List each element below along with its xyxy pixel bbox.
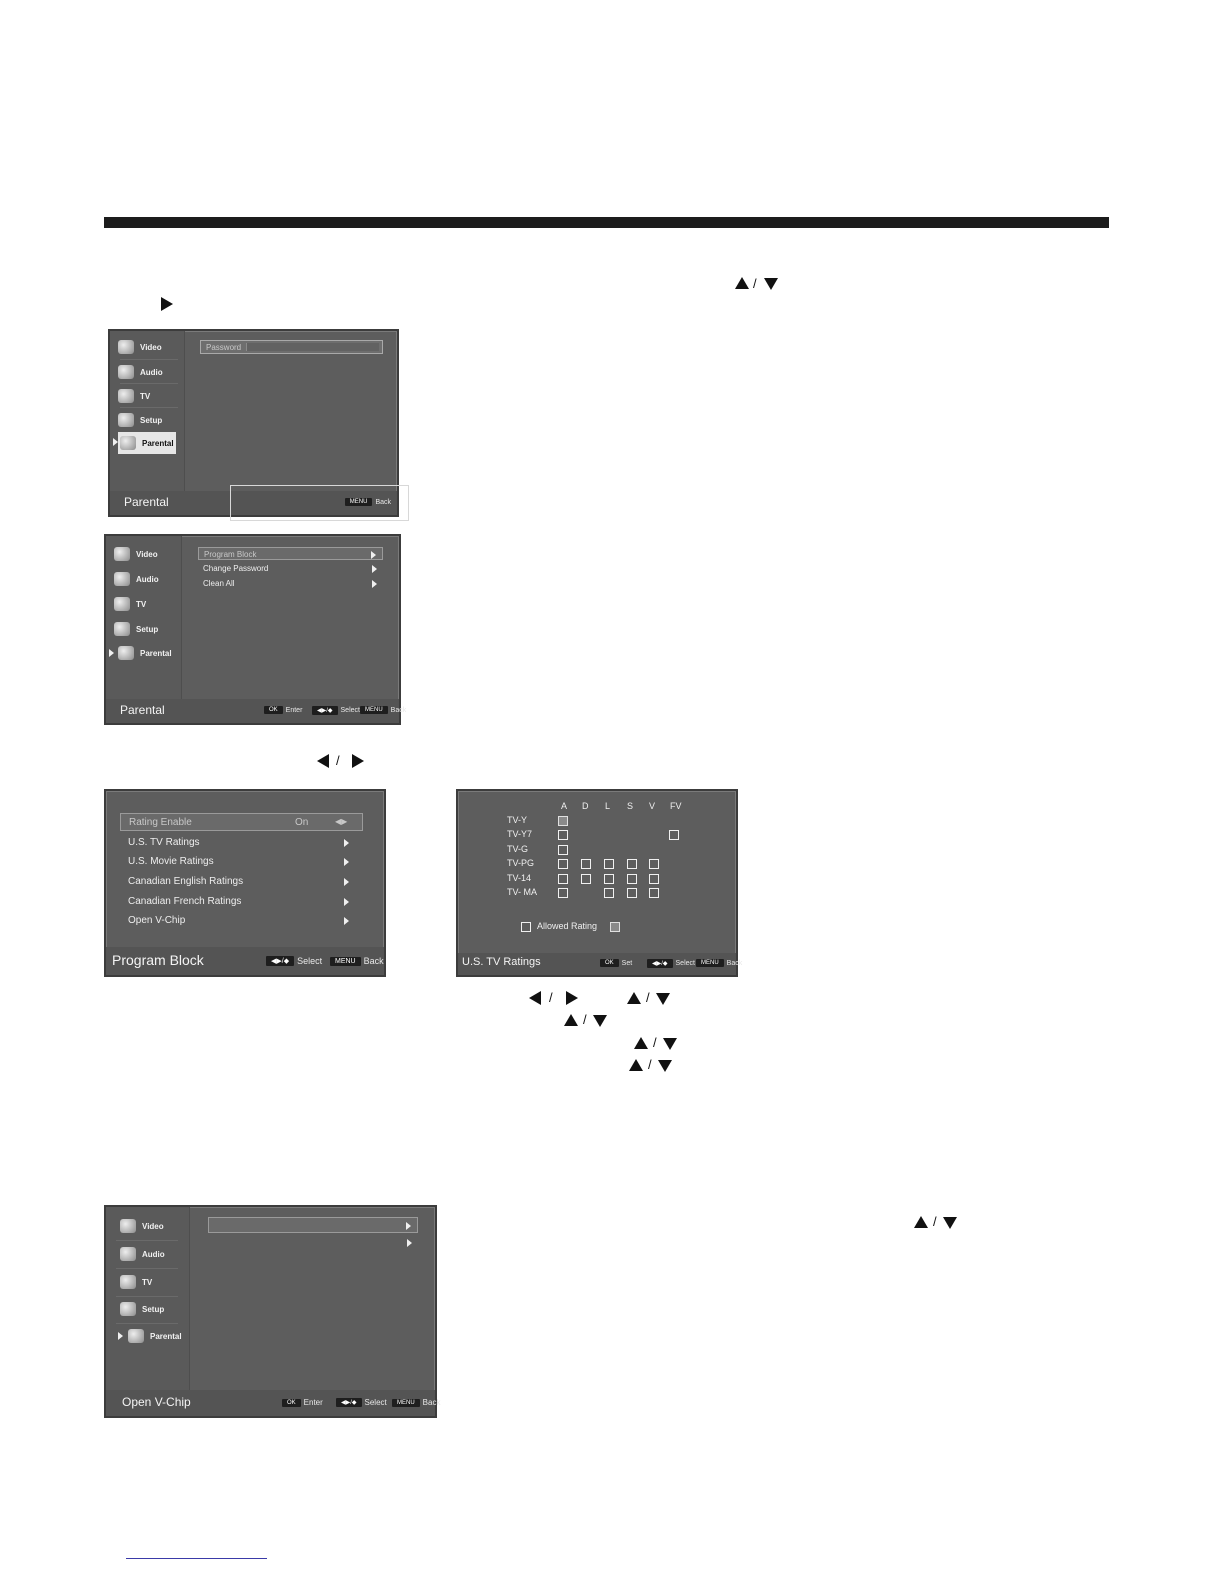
column-header-a: A [561, 801, 568, 811]
select-hint [312, 706, 360, 715]
rating-checkbox[interactable] [649, 888, 659, 898]
menu-item-canadian-french-ratings[interactable] [120, 893, 363, 911]
chevron-right-icon [344, 898, 349, 906]
left-arrow-glyph [529, 991, 541, 1005]
chevron-right-icon [344, 878, 349, 886]
menu-item-label: Open V-Chip [128, 915, 186, 926]
back-hint [696, 959, 742, 967]
side-menu-audio[interactable] [114, 568, 159, 590]
up-arrow-glyph [634, 1037, 648, 1049]
down-arrow-glyph [663, 1038, 677, 1050]
rating-checkbox[interactable] [627, 888, 637, 898]
footer-title: Parental [120, 703, 165, 717]
menu-key: MENU [330, 957, 361, 966]
hint-label: Select [675, 960, 695, 967]
menu-item-label: U.S. TV Ratings [128, 837, 200, 848]
password-field[interactable] [200, 340, 383, 354]
divider [116, 1323, 178, 1324]
row-label-tv-14: TV-14 [507, 873, 532, 883]
side-menu-tv[interactable] [114, 593, 146, 615]
menu-item-program-block[interactable] [198, 547, 383, 560]
column-header-s: S [627, 801, 634, 811]
side-menu-audio[interactable] [118, 361, 163, 383]
audio-icon [118, 365, 134, 379]
right-arrow-glyph [352, 754, 364, 768]
parental-icon [118, 646, 134, 660]
rating-checkbox[interactable] [604, 888, 614, 898]
side-menu-parental[interactable] [118, 432, 176, 454]
row-label-tv-pg: TV-PG [507, 858, 535, 868]
rating-checkbox[interactable] [669, 830, 679, 840]
menu-item-label: U.S. Movie Ratings [128, 856, 214, 867]
menu-item-open-v-chip[interactable] [120, 912, 363, 930]
slash-glyph: / [646, 990, 650, 1005]
slash-glyph: / [549, 990, 553, 1005]
enter-hint [264, 706, 302, 714]
side-menu-parental[interactable] [118, 642, 172, 664]
footer-bar [106, 1390, 441, 1416]
rating-checkbox[interactable] [627, 859, 637, 869]
hint-label: Set [621, 959, 633, 967]
side-menu-label: TV [136, 599, 147, 609]
rating-enable-label: Rating Enable [129, 817, 192, 828]
divider [120, 407, 178, 408]
side-menu-label: TV [142, 1277, 153, 1287]
hint-label: Back [363, 956, 384, 966]
side-menu-label: Audio [142, 1249, 165, 1259]
slash-glyph: / [933, 1214, 937, 1229]
side-menu [106, 536, 182, 699]
menu-item-label: Program Block [204, 550, 257, 559]
chevron-right-icon [372, 565, 377, 573]
up-arrow-glyph [629, 1059, 643, 1071]
footer-title: U.S. TV Ratings [462, 956, 541, 968]
side-menu-tv[interactable] [120, 1271, 152, 1293]
select-hint [266, 956, 322, 966]
down-arrow-glyph [943, 1217, 957, 1229]
side-menu [106, 1207, 190, 1392]
rating-checkbox[interactable] [558, 874, 568, 884]
ok-key: OK [264, 706, 283, 714]
allowed-rating-checkbox [521, 922, 531, 932]
lock-icon [610, 922, 620, 932]
menu-item-highlighted[interactable] [208, 1217, 418, 1233]
divider [120, 383, 178, 384]
link-underline [126, 1558, 267, 1559]
divider [116, 1296, 178, 1297]
chevron-right-icon [372, 580, 377, 588]
menu-item-us-tv-ratings[interactable] [120, 834, 363, 852]
up-arrow-glyph [735, 277, 749, 289]
rating-checkbox[interactable] [627, 874, 637, 884]
menu-key: MENU [345, 498, 373, 506]
menu-item-clean-all[interactable] [198, 577, 383, 590]
side-menu-setup[interactable] [118, 409, 162, 431]
hint-label: Enter [285, 706, 303, 714]
hint-label: Back [375, 498, 391, 506]
callout-frame [230, 485, 409, 521]
hint-label: Select [340, 707, 360, 714]
audio-icon [120, 1247, 136, 1261]
down-arrow-glyph [658, 1060, 672, 1072]
nav-key: ◀▶/◆ [647, 959, 673, 968]
setup-icon [118, 413, 134, 427]
nav-key: ◀▶/◆ [336, 1398, 362, 1407]
chevron-right-icon [344, 917, 349, 925]
enter-hint [282, 1398, 323, 1407]
side-menu-label: Parental [140, 648, 172, 658]
video-icon [114, 547, 130, 561]
divider [116, 1240, 178, 1241]
side-menu-label: Video [140, 342, 162, 352]
nav-key: ◀▶/◆ [266, 956, 294, 966]
row-label-tv-y: TV-Y [507, 815, 528, 825]
tv-icon [118, 389, 134, 403]
hint-label: Back [726, 959, 743, 967]
open-vchip-screen [104, 1205, 441, 1418]
menu-item-label: Clean All [203, 579, 235, 588]
side-menu-label: Setup [142, 1304, 165, 1314]
slash-glyph: / [648, 1057, 652, 1072]
parental-icon [128, 1329, 144, 1343]
footer-title: Open V-Chip [122, 1395, 191, 1409]
rating-checkbox[interactable] [581, 874, 591, 884]
slash-glyph: / [336, 753, 340, 768]
side-menu-label: Video [136, 549, 158, 559]
allowed-rating-label: Allowed Rating [537, 921, 598, 931]
menu-item-label: Change Password [203, 564, 269, 573]
side-menu-video[interactable] [118, 336, 162, 358]
left-right-arrows-icon[interactable]: ◀▶ [335, 817, 348, 826]
section-rule [104, 217, 1109, 228]
column-header-fv: FV [670, 801, 682, 811]
chevron-right-icon [344, 858, 349, 866]
back-hint [392, 1398, 440, 1407]
select-hint [647, 959, 695, 968]
slash-glyph: / [653, 1035, 657, 1050]
row-label-tv-ma: TV- MA [507, 887, 538, 897]
side-menu-video[interactable] [120, 1215, 164, 1237]
ok-key: OK [282, 1399, 301, 1407]
selection-caret-icon [109, 649, 114, 657]
right-arrow-glyph [566, 991, 578, 1005]
side-menu-label: Video [142, 1221, 164, 1231]
menu-item-canadian-english-ratings[interactable] [120, 873, 363, 891]
slash-glyph: / [583, 1012, 587, 1027]
footer-bar [106, 699, 407, 723]
right-arrow-glyph [161, 297, 173, 311]
left-arrow-glyph [317, 754, 329, 768]
slash-glyph: / [753, 276, 757, 291]
column-header-v: V [649, 801, 656, 811]
side-menu-label: Parental [150, 1331, 182, 1341]
side-menu-video[interactable] [114, 543, 158, 565]
side-menu-label: Audio [140, 367, 163, 377]
side-menu-label: Parental [142, 438, 174, 448]
row-label-tv-g: TV-G [507, 844, 529, 854]
hint-label: Select [364, 1398, 387, 1407]
up-arrow-glyph [564, 1014, 578, 1026]
column-header-d: D [582, 801, 589, 811]
chevron-right-icon [407, 1239, 412, 1247]
hint-label: Select [297, 956, 323, 966]
rating-checkbox[interactable] [558, 859, 568, 869]
selection-caret-icon [118, 1332, 123, 1340]
footer-bar [458, 953, 743, 975]
chevron-right-icon [406, 1222, 411, 1230]
rating-checkbox[interactable] [558, 830, 568, 840]
side-menu-setup[interactable] [120, 1298, 164, 1320]
rating-checkbox[interactable] [581, 859, 591, 869]
rating-enable-row[interactable] [120, 813, 363, 831]
down-arrow-glyph [656, 993, 670, 1005]
hint-label: Enter [303, 1398, 323, 1407]
tv-icon [120, 1275, 136, 1289]
chevron-right-icon [344, 839, 349, 847]
password-input[interactable] [246, 343, 379, 351]
select-hint [336, 1398, 387, 1407]
column-header-l: L [605, 801, 611, 811]
hint-label: Back [390, 706, 407, 714]
footer-title: Parental [124, 495, 169, 509]
back-hint [330, 956, 384, 966]
password-label: Password [206, 343, 242, 352]
side-menu-setup[interactable] [114, 618, 158, 640]
rating-checkbox[interactable] [649, 859, 659, 869]
divider [120, 359, 178, 360]
divider [116, 1268, 178, 1269]
lock-icon[interactable] [558, 816, 568, 826]
video-icon [120, 1219, 136, 1233]
down-arrow-glyph [764, 278, 778, 290]
down-arrow-glyph [593, 1015, 607, 1027]
parental-icon [120, 436, 136, 450]
rating-checkbox[interactable] [558, 845, 568, 855]
ok-key: OK [600, 959, 619, 967]
program-block-screen [104, 789, 386, 977]
rating-checkbox[interactable] [604, 859, 614, 869]
rating-enable-value: On [295, 817, 309, 828]
menu-item-label: Canadian French Ratings [128, 896, 242, 907]
menu-item[interactable] [208, 1235, 418, 1251]
rating-checkbox[interactable] [649, 874, 659, 884]
side-menu-parental[interactable] [128, 1325, 182, 1347]
side-menu [110, 331, 185, 491]
side-menu-label: Setup [140, 415, 163, 425]
side-menu-label: Audio [136, 574, 159, 584]
side-menu-label: TV [140, 391, 151, 401]
menu-key: MENU [392, 1399, 420, 1407]
menu-item-us-movie-ratings[interactable] [120, 853, 363, 871]
setup-icon [114, 622, 130, 636]
us-tv-ratings-screen [456, 789, 743, 977]
menu-key: MENU [360, 706, 388, 714]
setup-icon [120, 1302, 136, 1316]
tv-icon [114, 597, 130, 611]
side-menu-audio[interactable] [120, 1243, 165, 1265]
up-arrow-glyph [914, 1216, 928, 1228]
set-hint [600, 959, 632, 967]
chevron-right-icon [371, 551, 376, 559]
up-arrow-glyph [627, 992, 641, 1004]
audio-icon [114, 572, 130, 586]
rating-checkbox[interactable] [604, 874, 614, 884]
footer-bar [106, 947, 384, 975]
hint-label: Back [422, 1398, 441, 1407]
side-menu-label: Setup [136, 624, 159, 634]
row-label-tv-y7: TV-Y7 [507, 829, 533, 839]
video-icon [118, 340, 134, 354]
menu-item-change-password[interactable] [198, 562, 383, 575]
menu-key: MENU [696, 959, 724, 967]
footer-title: Program Block [112, 952, 204, 968]
back-hint [360, 706, 406, 714]
rating-checkbox[interactable] [558, 888, 568, 898]
parental-screen [104, 534, 407, 725]
nav-key: ◀▶/◆ [312, 706, 338, 715]
menu-item-label: Canadian English Ratings [128, 876, 244, 887]
side-menu-tv[interactable] [118, 385, 150, 407]
